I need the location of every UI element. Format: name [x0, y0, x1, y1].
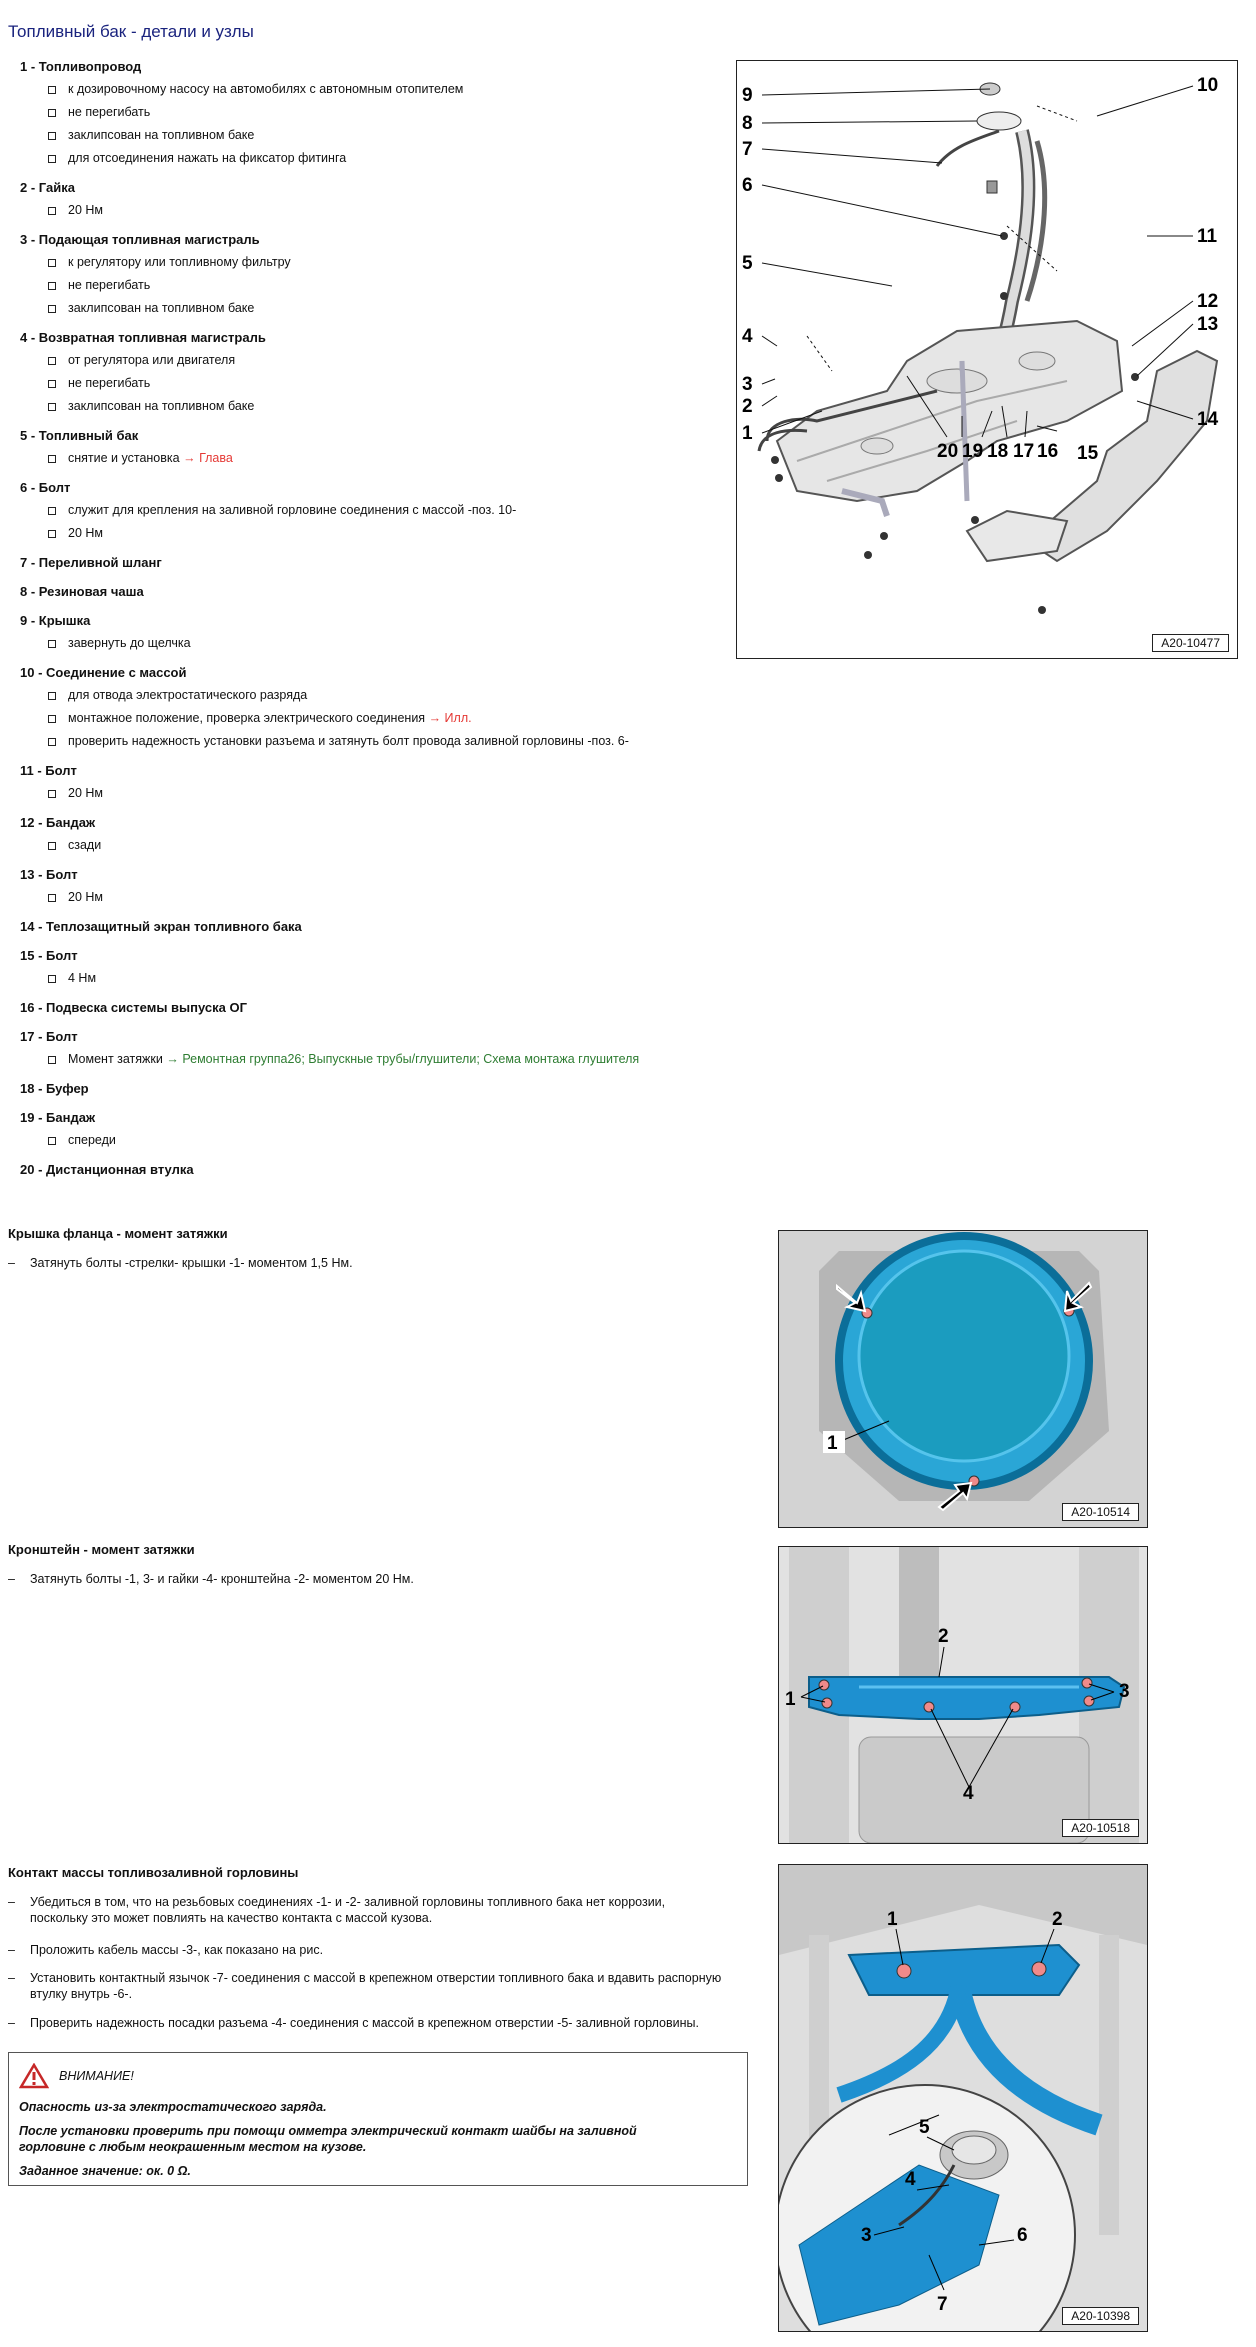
part-note-text: к дозировочному насосу на автомобилях с автономным отопителем	[68, 82, 464, 96]
part-note	[20, 967, 720, 990]
part-note-text: для отвода электростатического разряда	[68, 688, 308, 702]
part-note-text: служит для крепления на заливной горловине соединения с массой -поз. 10-	[68, 503, 517, 517]
ground-figure-svg	[779, 1865, 1147, 2331]
exploded-diagram	[736, 60, 1238, 659]
part-note	[20, 684, 720, 707]
diagram-label-3: 3	[742, 374, 753, 395]
part-item	[20, 916, 720, 938]
part-heading: 6 - Болт	[20, 480, 71, 495]
diagram-label-7: 7	[742, 139, 753, 160]
warning-line-1: Опасность из-за электростатического заряда.	[19, 2100, 327, 2114]
bullet-square-icon	[48, 894, 56, 902]
bullet-square-icon	[48, 842, 56, 850]
part-note	[20, 499, 720, 522]
diagram-label-16: 16	[1037, 441, 1059, 462]
part-note-text: не перегибать	[68, 105, 151, 119]
part-note	[20, 274, 720, 297]
part-note-text: снятие и установка	[68, 451, 180, 465]
part-item	[20, 327, 720, 418]
part-item	[20, 997, 720, 1019]
part-note	[20, 147, 720, 170]
diagram-label-13: 13	[1197, 314, 1219, 335]
bullet-square-icon	[48, 305, 56, 313]
bullet-square-icon	[48, 86, 56, 94]
diagram-label-2: 2	[742, 396, 753, 417]
part-note-text: заклипсован на топливном баке	[68, 301, 255, 315]
ground-label-4: 4	[905, 2169, 916, 2190]
cross-reference-link[interactable]: → Глава	[183, 451, 233, 465]
diagram-label-17: 17	[1013, 441, 1035, 462]
part-item	[20, 1078, 720, 1100]
diagram-label-1: 1	[742, 423, 753, 444]
flange-step: – Затянуть болты -стрелки- крышки -1- моментом 1,5 Нм.	[8, 1256, 353, 1270]
part-heading: 5 - Топливный бак	[20, 428, 139, 443]
part-note-text: заклипсован на топливном баке	[68, 399, 255, 413]
part-note	[20, 782, 720, 805]
flange-cover-figure	[778, 1230, 1148, 1528]
part-item	[20, 477, 720, 545]
rubber-cup-shape	[977, 112, 1021, 130]
bullet-square-icon	[48, 738, 56, 746]
bullet-square-icon	[48, 507, 56, 515]
part-note	[20, 730, 720, 753]
diagram-label-6: 6	[742, 175, 753, 196]
ground-step-1: – Убедиться в том, что на резьбовых соединениях -1- и -2- заливной горловины топливного бака нет коррозии, поскольку это может повлиять на качество контакта с массой кузова.	[8, 1895, 666, 1925]
bullet-square-icon	[48, 109, 56, 117]
part-heading: 14 - Теплозащитный экран топливного бака	[20, 919, 302, 934]
part-note	[20, 886, 720, 909]
bullet-square-icon	[48, 357, 56, 365]
ground-contact-figure	[778, 1864, 1148, 2332]
part-heading: 2 - Гайка	[20, 180, 75, 195]
part-note-text: для отсоединения нажать на фиксатор фитинга	[68, 151, 347, 165]
diagram-label-5: 5	[742, 253, 753, 274]
part-heading: 9 - Крышка	[20, 613, 91, 628]
part-heading: 8 - Резиновая чаша	[20, 584, 144, 599]
part-note	[20, 395, 720, 418]
diagram-label-15: 15	[1077, 443, 1099, 464]
flange-figure-tag: A20-10514	[1062, 1503, 1139, 1521]
part-item	[20, 56, 720, 170]
warning-triangle-icon	[19, 2063, 49, 2089]
part-heading: 12 - Бандаж	[20, 815, 96, 830]
bracket-section-title: Кронштейн - момент затяжки	[8, 1542, 195, 1557]
part-note	[20, 199, 720, 222]
part-note-text: не перегибать	[68, 376, 151, 390]
part-heading: 15 - Болт	[20, 948, 78, 963]
part-item	[20, 1107, 720, 1152]
bullet-square-icon	[48, 530, 56, 538]
ground-label-5: 5	[919, 2117, 930, 2138]
bullet-square-icon	[48, 403, 56, 411]
part-note-text: 20 Нм	[68, 786, 103, 800]
bullet-square-icon	[48, 790, 56, 798]
diagram-label-4: 4	[742, 326, 753, 347]
bracket-step: – Затянуть болты -1, 3- и гайки -4- кронштейна -2- моментом 20 Нм.	[8, 1572, 414, 1586]
warning-line-3: Заданное значение: ок. 0 Ω.	[19, 2164, 191, 2178]
part-note-text: монтажное положение, проверка электрического соединения	[68, 711, 426, 725]
part-note-text: спереди	[68, 1133, 116, 1147]
part-note	[20, 297, 720, 320]
bullet-square-icon	[48, 132, 56, 140]
part-note	[20, 78, 720, 101]
bullet-square-icon	[48, 715, 56, 723]
part-note	[20, 522, 720, 545]
diagram-label-19: 19	[962, 441, 984, 462]
diagram-label-8: 8	[742, 113, 753, 134]
part-heading: 1 - Топливопровод	[20, 59, 142, 74]
bullet-square-icon	[48, 282, 56, 290]
ground-label-2: 2	[1052, 1909, 1063, 1930]
ground-step-4: – Проверить надежность посадки разъема -4- соединения с массой в крепежном отверстии -5- заливной горловины.	[8, 2016, 699, 2030]
bracket-figure-tag: A20-10518	[1062, 1819, 1139, 1837]
diagram-label-10: 10	[1197, 75, 1219, 96]
bullet-square-icon	[48, 207, 56, 215]
part-heading: 7 - Переливной шланг	[20, 555, 162, 570]
part-note-text: 20 Нм	[68, 890, 103, 904]
bracket-label-1: 1	[785, 1689, 796, 1710]
part-note	[20, 447, 720, 470]
part-item	[20, 581, 720, 603]
part-note-text: от регулятора или двигателя	[68, 353, 236, 367]
part-item	[20, 864, 720, 909]
part-note-text: Момент затяжки	[68, 1052, 163, 1066]
ground-step-3: – Установить контактный язычок -7- соединения с массой в крепежном отверстии топливного бака и вдавить распорную втулку внутрь -6-.	[8, 1971, 722, 2001]
ground-label-3: 3	[861, 2225, 872, 2246]
part-heading: 18 - Буфер	[20, 1081, 89, 1096]
part-note-text: заклипсован на топливном баке	[68, 128, 255, 142]
warning-box	[8, 2052, 748, 2186]
bullet-square-icon	[48, 1056, 56, 1064]
flange-label-1: 1	[827, 1433, 838, 1454]
bracket-figure-svg	[779, 1547, 1147, 1843]
warning-heading: ВНИМАНИЕ!	[59, 2069, 134, 2083]
ground-figure-tag: A20-10398	[1062, 2307, 1139, 2325]
part-heading: 17 - Болт	[20, 1029, 78, 1044]
diagram-label-18: 18	[987, 441, 1009, 462]
diagram-label-12: 12	[1197, 291, 1219, 312]
parts-list	[20, 56, 720, 1188]
part-item	[20, 552, 720, 574]
part-heading: 3 - Подающая топливная магистраль	[20, 232, 260, 247]
diagram-figure-tag: A20-10477	[1152, 634, 1229, 652]
bullet-square-icon	[48, 455, 56, 463]
part-item	[20, 177, 720, 222]
part-heading: 10 - Соединение с массой	[20, 665, 187, 680]
flange-section-title: Крышка фланца - момент затяжки	[8, 1226, 228, 1241]
cross-reference-link[interactable]: → Ремонтная группа26; Выпускные трубы/глушители; Схема монтажа глушителя	[166, 1052, 640, 1066]
exploded-diagram-svg	[737, 61, 1237, 658]
part-heading: 19 - Бандаж	[20, 1110, 96, 1125]
part-heading: 4 - Возвратная топливная магистраль	[20, 330, 266, 345]
flange-figure-svg	[779, 1231, 1147, 1527]
ground-section-title: Контакт массы топливозаливной горловины	[8, 1865, 299, 1880]
part-note	[20, 349, 720, 372]
diagram-label-14: 14	[1197, 409, 1219, 430]
warning-line-2: После установки проверить при помощи омметра электрический контакт шайбы на заливной горловине с любым неокрашенным местом на кузове.	[19, 2124, 637, 2154]
part-note	[20, 834, 720, 857]
part-note	[20, 707, 720, 730]
part-heading: 11 - Болт	[20, 763, 77, 778]
ground-label-1: 1	[887, 1909, 898, 1930]
part-heading: 20 - Дистанционная втулка	[20, 1162, 194, 1177]
part-note-text: проверить надежность установки разъема и затянуть болт провода заливной горловины -поз. 6-	[68, 734, 629, 748]
part-note-text: завернуть до щелчка	[68, 636, 191, 650]
part-note-text: не перегибать	[68, 278, 151, 292]
bullet-square-icon	[48, 640, 56, 648]
bullet-square-icon	[48, 1137, 56, 1145]
bullet-square-icon	[48, 380, 56, 388]
page-title: Топливный бак - детали и узлы	[8, 22, 254, 41]
part-note-text: 20 Нм	[68, 526, 103, 540]
bullet-square-icon	[48, 975, 56, 983]
part-note	[20, 632, 720, 655]
part-item	[20, 1026, 720, 1071]
bullet-square-icon	[48, 692, 56, 700]
bracket-label-4: 4	[963, 1783, 974, 1804]
part-note-text: сзади	[68, 838, 102, 852]
part-note-text: к регулятору или топливному фильтру	[68, 255, 291, 269]
ground-label-6: 6	[1017, 2225, 1028, 2246]
part-item	[20, 945, 720, 990]
part-note	[20, 124, 720, 147]
bracket-label-3: 3	[1119, 1681, 1130, 1702]
ground-label-7: 7	[937, 2294, 948, 2315]
part-item	[20, 610, 720, 655]
part-note	[20, 251, 720, 274]
part-heading: 13 - Болт	[20, 867, 78, 882]
diagram-label-9: 9	[742, 85, 753, 106]
bullet-square-icon	[48, 259, 56, 267]
part-item	[20, 425, 720, 470]
bracket-figure	[778, 1546, 1148, 1844]
part-note	[20, 1048, 720, 1071]
cross-reference-link[interactable]: → Илл.	[428, 711, 472, 725]
diagram-label-20: 20	[937, 441, 959, 462]
ground-step-2: – Проложить кабель массы -3-, как показано на рис.	[8, 1943, 324, 1957]
part-item	[20, 229, 720, 320]
part-note	[20, 372, 720, 395]
bullet-square-icon	[48, 155, 56, 163]
part-heading: 16 - Подвеска системы выпуска ОГ	[20, 1000, 247, 1015]
part-note-text: 4 Нм	[68, 971, 97, 985]
part-item	[20, 812, 720, 857]
diagram-label-11: 11	[1197, 226, 1218, 247]
part-note	[20, 101, 720, 124]
part-note	[20, 1129, 720, 1152]
bracket-label-2: 2	[938, 1626, 949, 1647]
part-item	[20, 662, 720, 753]
part-item	[20, 1159, 720, 1181]
part-note-text: 20 Нм	[68, 203, 103, 217]
part-item	[20, 760, 720, 805]
